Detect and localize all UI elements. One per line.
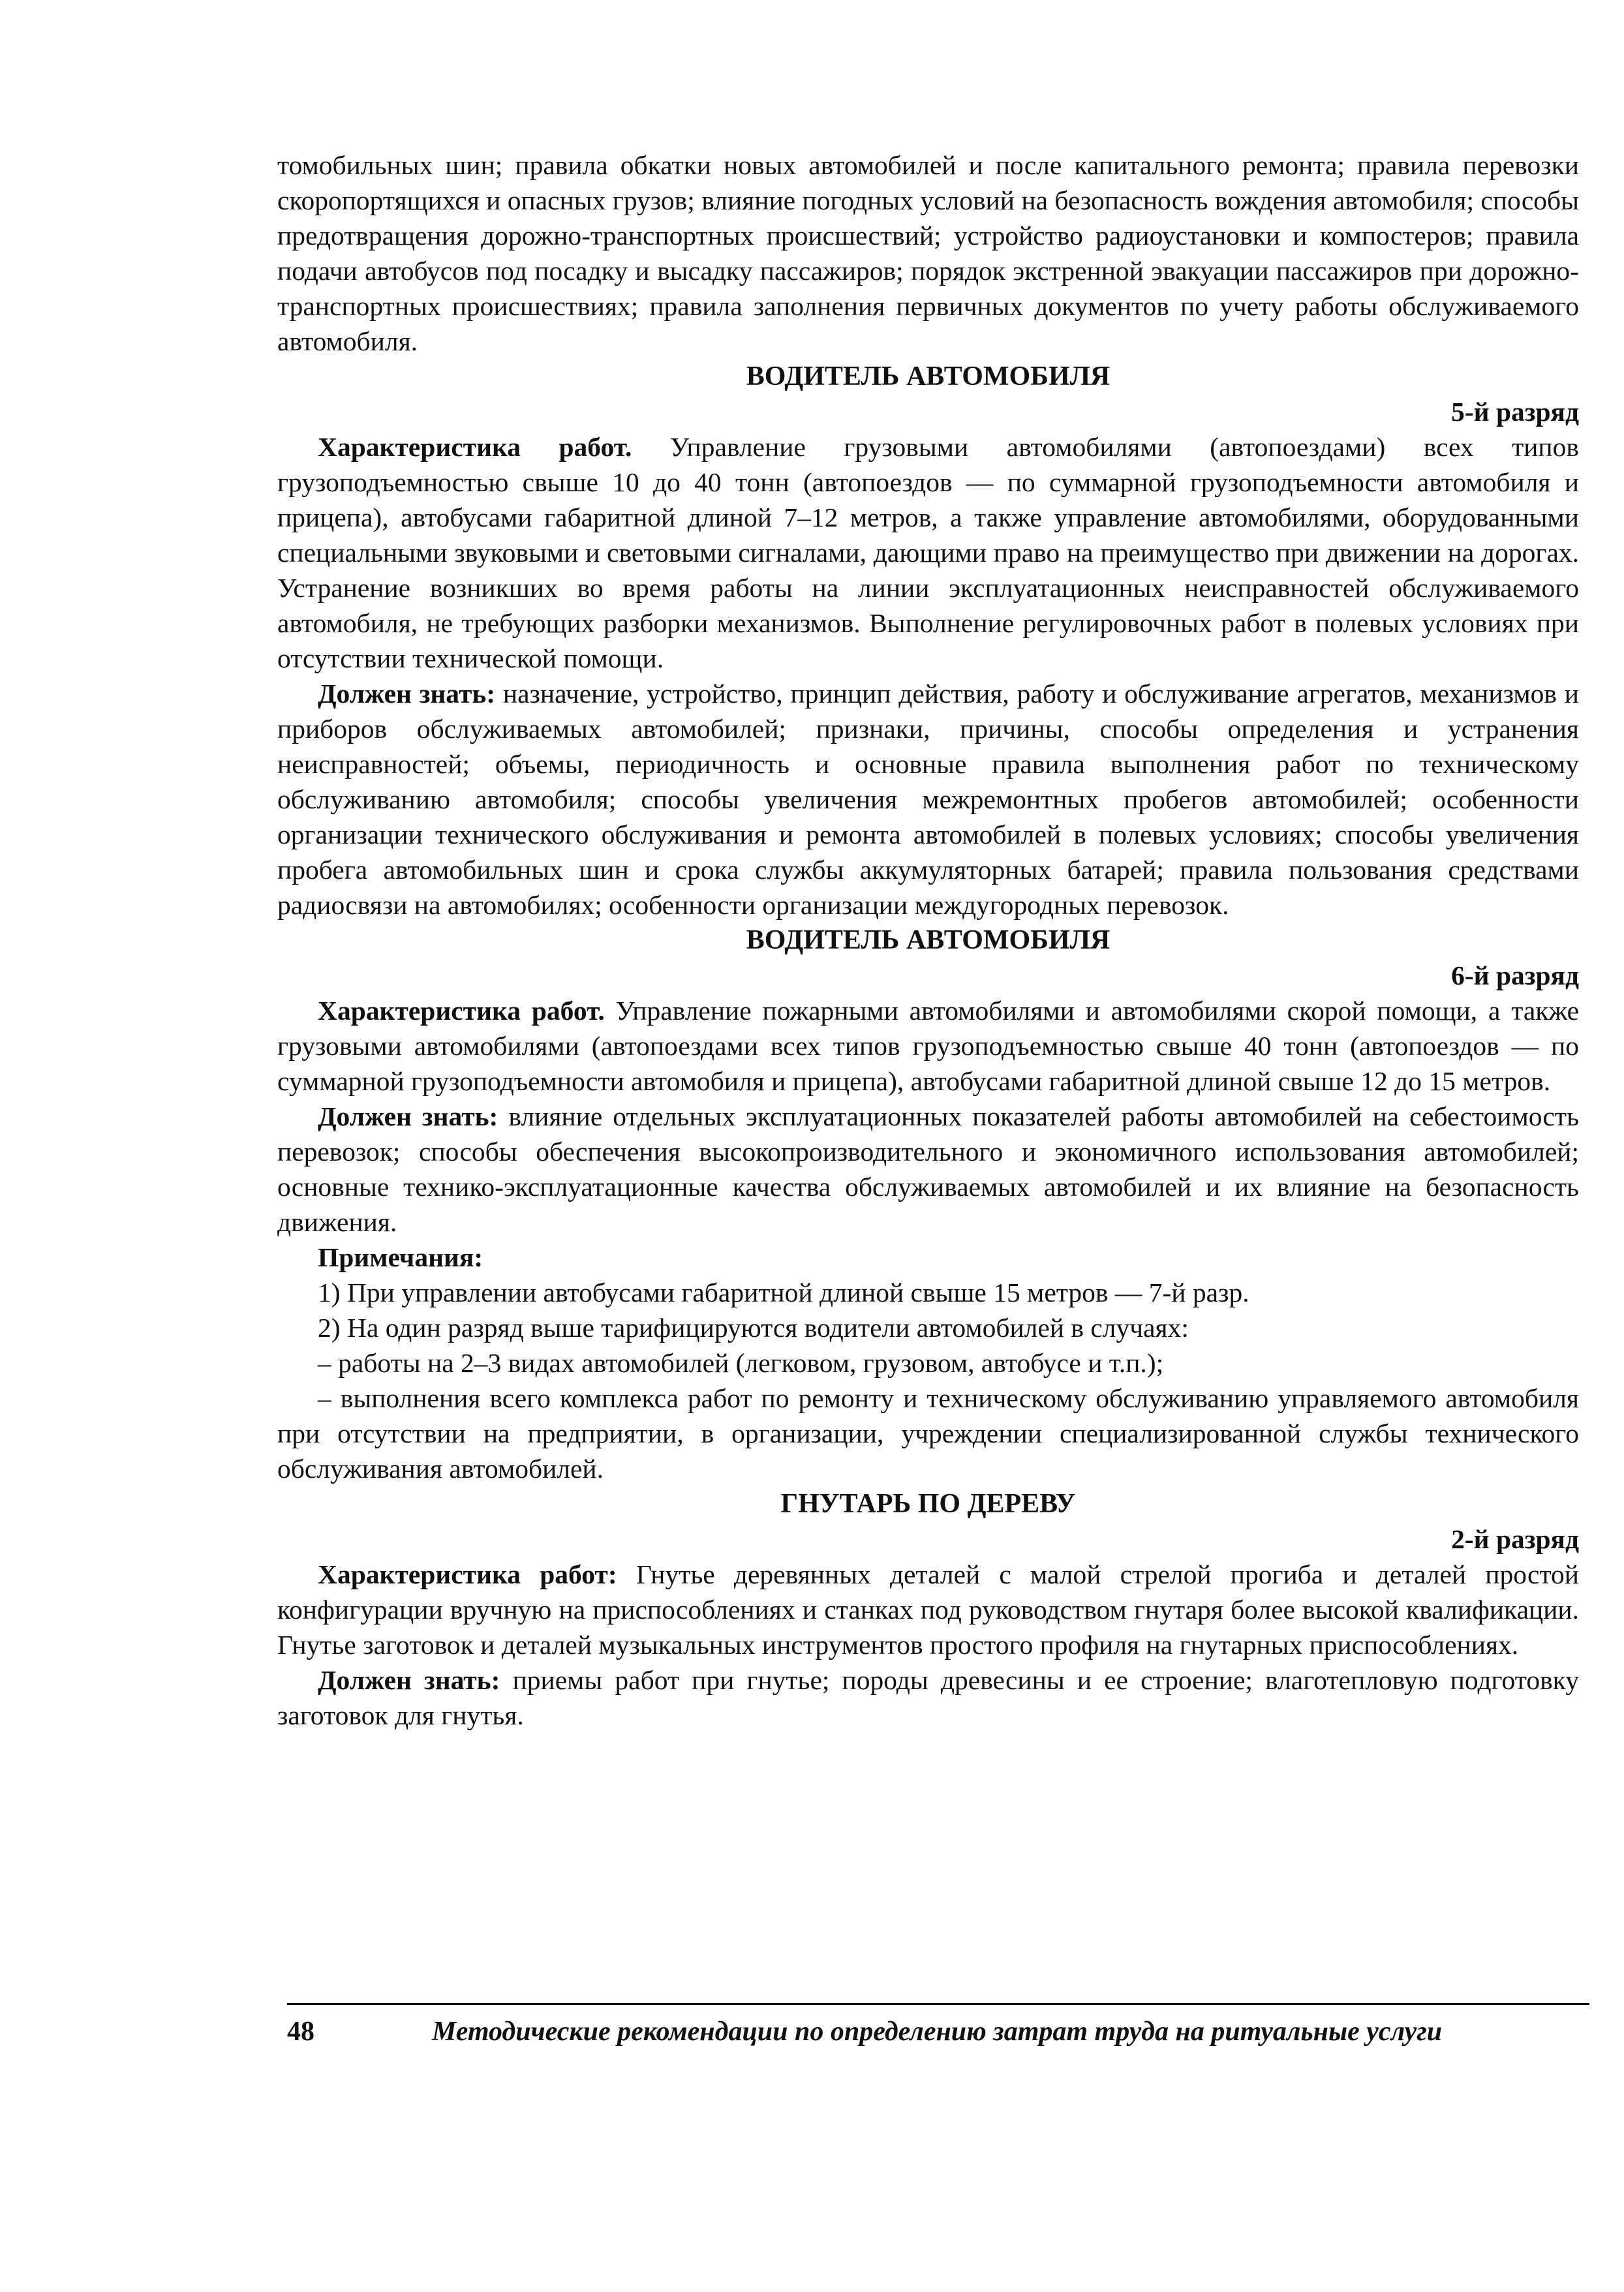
work-characteristics-text: Управление грузовыми автомобилями (автопоездами) всех типов грузоподъемностью свыше 10 до 40 тонн (автопоездов — по суммарной грузоподъемности автомобиля и прицепа), автобусами габаритной длиной 7–12 метров, а также управление автомобилями, оборудованными специальными звуковыми и световыми сигналами, дающими право на преимущество при движении на дорогах. Устранение возникших во время работы на линии эксплуатационных неисправностей обслуживаемого автомобиля, не требующих разборки механизмов. Выполнение регулировочных работ в полевых условиях при отсутствии технической помощи. [277, 432, 1579, 673]
work-characteristics-text: Гнутье деревянных деталей с малой стрелой прогиба и деталей простой конфигурации вручную на приспособлениях и станках под руководством гнутаря более высокой квалификации. Гнутье заготовок и деталей музыкальных инструментов простого профиля на гнутарных приспособлениях. [277, 1559, 1579, 1660]
must-know-text: назначение, устройство, принцип действия, работу и обслуживание агрегатов, механизмов и приборов обслуживаемых автомобилей; признаки, причины, способы определения и устранения неисправностей; объемы, периодичность и основные правила выполнения работ по техническому обслуживанию автомобиля; способы увеличения межремонтных пробегов автомобилей; особенности организации технического обслуживания и ремонта автомобилей в полевых условиях; способы увеличения пробега автомобильных шин и срока службы аккумуляторных батарей; правила пользования средствами радиосвязи на автомобилях; особенности организации междугородных перевозок. [277, 679, 1579, 920]
work-characteristics [277, 429, 1579, 676]
must-know-text: влияние отдельных эксплуатационных показателей работы автомобилей на себестоимость перевозок; способы обеспечения высокопроизводительного и экономичного использования автомобилей; основные технико-эксплуатационные качества обслуживаемых автомобилей и их влияние на безопасность движения. [277, 1101, 1579, 1237]
work-characteristics-label: Характеристика работ: [318, 1559, 617, 1589]
section-title: ВОДИТЕЛЬ АВТОМОБИЛЯ [746, 361, 1111, 391]
running-title: Методические рекомендации по определению затрат труда на ритуальные услуги [432, 2017, 1443, 2047]
note-item: 1) При управлении автобусами габаритной длиной свыше 15 метров — 7-й разр. [318, 1277, 1249, 1307]
note-item: – выполнения всего комплекса работ по ремонту и техническому обслуживанию управляемого автомобиля при отсутствии на предприятии, в организации, учреждении специализированной службы технического обслуживания автомобилей. [277, 1383, 1579, 1484]
page-number: 48 [287, 2017, 314, 2047]
section-driver-grade-6 [277, 923, 1579, 1486]
must-know [277, 1099, 1579, 1240]
grade-label: 5-й разряд [1451, 397, 1579, 427]
work-characteristics [277, 1557, 1579, 1662]
notes-label: Примечания: [318, 1242, 483, 1272]
section-title: ГНУТАРЬ ПО ДЕРЕВУ [780, 1489, 1076, 1519]
note-item: 2) На один разряд выше тарифицируются водители автомобилей в случаях: [318, 1313, 1189, 1343]
work-characteristics-text: Управление пожарными автомобилями и автомобилями скорой помощи, а также грузовыми автомобилями (автопоездами всех типов грузоподъемностью свыше 40 тонн (автопоездов — по суммарной грузоподъемности автомобиля и прицепа), автобусами габаритной длиной свыше 12 до 15 метров. [277, 996, 1579, 1096]
section-title: ВОДИТЕЛЬ АВТОМОБИЛЯ [746, 925, 1111, 955]
note-item: – работы на 2–3 видах автомобилей (легковом, грузовом, автобусе и т.п.); [318, 1348, 1164, 1378]
section-driver-grade-5 [277, 359, 1579, 923]
must-know [277, 676, 1579, 923]
intro-paragraph: томобильных шин; правила обкатки новых автомобилей и после капитального ремонта; правила перевозки скоропортящихся и опасных грузов; влияние погодных условий на безопасность вождения автомобиля; способы предотвращения дорожно-транспортных происшествий; устройство радиоустановки и компостеров; правила подачи автобусов под посадку и высадку пассажиров; порядок экстренной эвакуации пассажиров при дорожно-транспортных происшествиях; правила заполнения первичных документов по учету работы обслуживаемого автомобиля. [277, 150, 1579, 356]
work-characteristics-label: Характеристика работ. [318, 996, 605, 1026]
work-characteristics [277, 993, 1579, 1099]
must-know-label: Должен знать: [318, 679, 496, 709]
grade-label: 6-й разряд [1451, 960, 1579, 990]
must-know-label: Должен знать: [318, 1101, 498, 1131]
grade-label: 2-й разряд [1451, 1524, 1579, 1554]
must-know-text: приемы работ при гнутье; породы древесины и ее строение; влаготепловую подготовку заготовок для гнутья. [277, 1665, 1580, 1730]
must-know [277, 1662, 1579, 1733]
work-characteristics-label: Характеристика работ. [318, 432, 632, 462]
must-know-label: Должен знать: [318, 1665, 500, 1695]
footer-divider [287, 2003, 1589, 2005]
page-content [277, 147, 1579, 1733]
section-wood-bender-grade-2 [277, 1486, 1579, 1733]
